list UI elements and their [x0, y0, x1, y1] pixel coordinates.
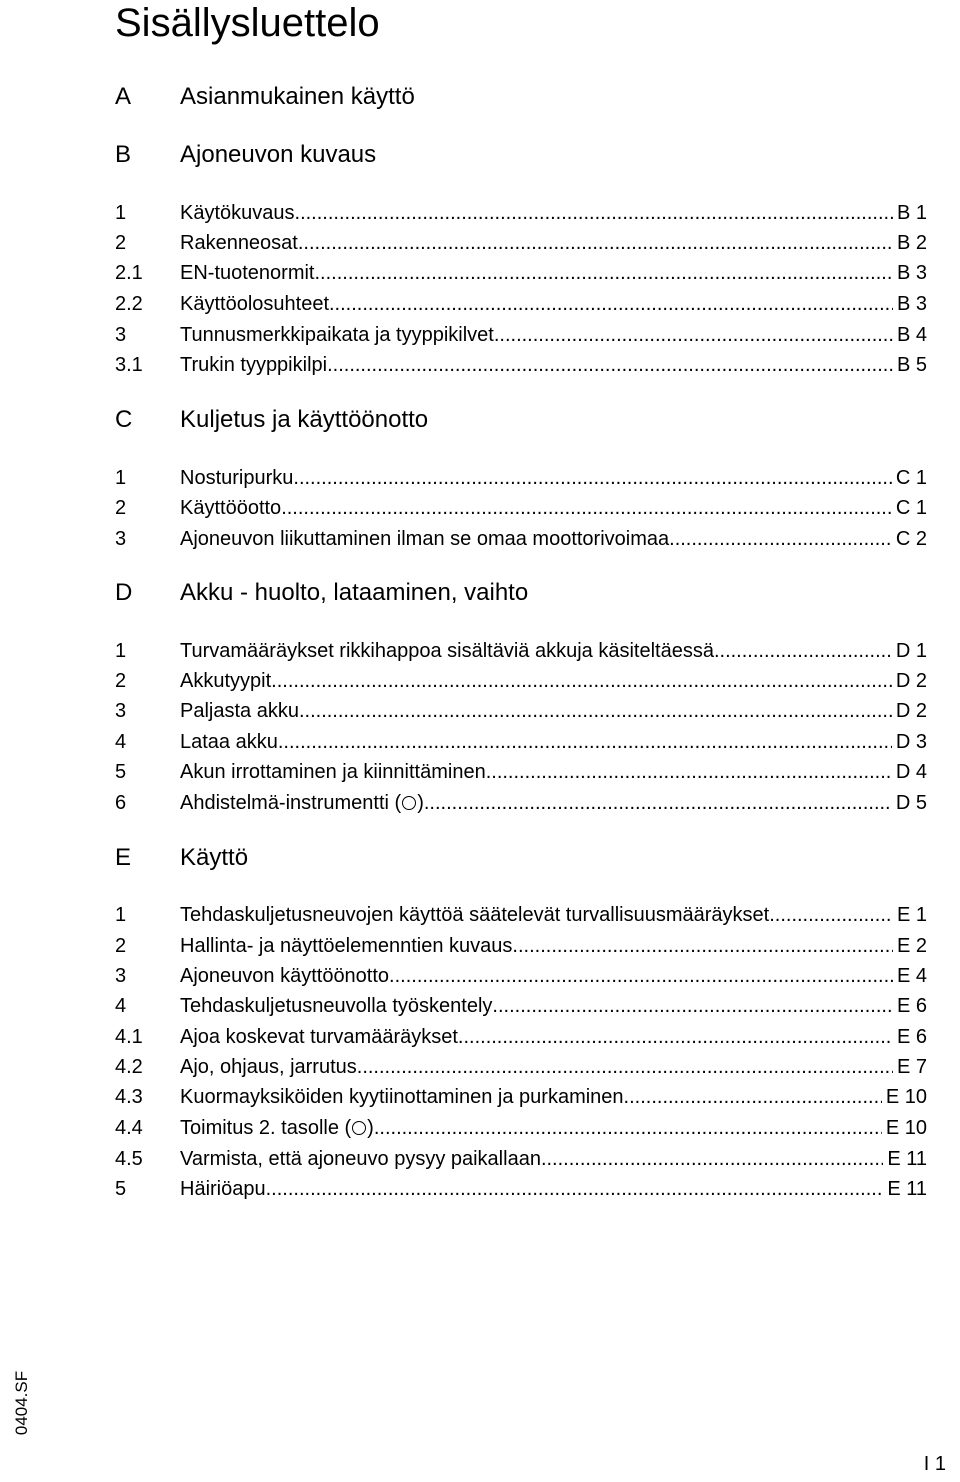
entry-number: 1 [115, 640, 127, 662]
entry-label: Tunnusmerkkipaikata ja tyyppikilvet [180, 324, 494, 346]
entry-page: E 11 [887, 1178, 927, 1200]
entry-page: B 3 [896, 262, 927, 284]
entry-page: E 1 [896, 904, 927, 926]
entry-label: Käyttööotto [180, 497, 282, 519]
section-heading: Kuljetus ja käyttöönotto [180, 406, 429, 433]
section-heading: Asianmukainen käyttö [180, 83, 415, 110]
entry-label: Nosturipurku [180, 467, 294, 489]
entry-page: E 11 [887, 1148, 927, 1170]
entry-page: E 2 [896, 935, 927, 957]
entry-page: E 6 [896, 1026, 927, 1048]
leader-dots [281, 494, 892, 522]
entry-page: D 2 [895, 670, 927, 692]
entry-number: 2.1 [115, 262, 143, 284]
section-c-header [0, 405, 960, 435]
entry-label: Rakenneosat [180, 232, 298, 254]
entry-label: Tehdaskuljetusneuvojen käyttöä säätelevät turvallisuusmääräykset [180, 904, 770, 926]
entry-number: 5 [115, 1178, 127, 1200]
leader-dots [714, 637, 892, 665]
entry-label-part: ) [367, 1117, 374, 1139]
entry-page: B 1 [896, 202, 927, 224]
entry-label: Ajoneuvon käyttöönotto [180, 965, 390, 987]
leader-dots [278, 728, 892, 756]
entry-page: E 7 [896, 1056, 927, 1078]
leader-dots [266, 1175, 884, 1203]
entry-label-part: Ahdistelmä-instrumentti ( [180, 792, 402, 814]
entry-label: Paljasta akku [180, 700, 299, 722]
leader-dots [624, 1083, 882, 1111]
toc-entry[interactable] [0, 758, 960, 786]
section-heading: Ajoneuvon kuvaus [180, 141, 377, 168]
entry-page: B 3 [896, 293, 927, 315]
entry-number: 1 [115, 202, 127, 224]
entry-page: D 3 [895, 731, 927, 753]
entry-number: 2.2 [115, 293, 143, 315]
entry-label: Varmista, että ajoneuvo pysyy paikallaan [180, 1148, 541, 1170]
leader-dots [669, 525, 892, 553]
entry-page: E 10 [885, 1117, 927, 1139]
toc-entry[interactable] [0, 901, 960, 929]
entry-label-part: ) [417, 792, 424, 814]
entry-label [180, 789, 424, 817]
entry-number: 3 [115, 528, 127, 550]
entry-page: B 5 [896, 354, 927, 376]
leader-dots [424, 789, 892, 817]
entry-label: Lataa akku [180, 731, 278, 753]
entry-number: 3 [115, 965, 127, 987]
optional-equipment-icon [352, 1121, 366, 1135]
leader-dots [374, 1114, 882, 1142]
leader-dots [299, 697, 892, 725]
section-e-header [0, 843, 960, 873]
entry-label: Ajoa koskevat turvamääräykset [180, 1026, 458, 1048]
toc-entry[interactable] [0, 259, 960, 287]
entry-number: 4.5 [115, 1148, 143, 1170]
leader-dots [295, 199, 893, 227]
entry-number: 4.2 [115, 1056, 143, 1078]
leader-dots [271, 667, 892, 695]
leader-dots [315, 259, 893, 287]
section-b-header [0, 140, 960, 170]
leader-dots [492, 992, 893, 1020]
entry-label: Trukin tyyppikilpi [180, 354, 328, 376]
entry-label-part: Toimitus 2. tasolle ( [180, 1117, 352, 1139]
toc-entry[interactable] [0, 1053, 960, 1081]
entry-number: 2 [115, 232, 127, 254]
entry-page: E 6 [896, 995, 927, 1017]
entry-page: B 4 [896, 324, 927, 346]
toc-entry[interactable] [0, 789, 960, 817]
toc-entry[interactable] [0, 697, 960, 725]
page-number: I 1 [923, 1453, 946, 1475]
leader-dots [541, 1145, 883, 1173]
section-letter: C [115, 406, 133, 433]
leader-dots [769, 901, 893, 929]
section-letter: A [115, 83, 132, 110]
entry-label: EN-tuotenormit [180, 262, 315, 284]
entry-number: 4 [115, 995, 127, 1017]
leader-dots [327, 351, 893, 379]
entry-label: Häiriöapu [180, 1178, 266, 1200]
toc-entry[interactable] [0, 637, 960, 665]
entry-page: E 4 [896, 965, 927, 987]
toc-entry[interactable] [0, 728, 960, 756]
entry-number: 2 [115, 670, 127, 692]
toc-entry[interactable] [0, 494, 960, 522]
toc-entry[interactable] [0, 464, 960, 492]
entry-label: Ajoneuvon liikuttaminen ilman se omaa moottorivoimaa [180, 528, 670, 550]
entry-label: Kuormayksiköiden kyytiinottaminen ja purkaminen [180, 1086, 624, 1108]
leader-dots [329, 290, 893, 318]
entry-label: Turvamääräykset rikkihappoa sisältäviä akkuja käsiteltäessä [180, 640, 714, 662]
toc-entry[interactable] [0, 321, 960, 349]
entry-page: D 5 [895, 792, 927, 814]
leader-dots [512, 932, 893, 960]
entry-number: 1 [115, 467, 127, 489]
leader-dots [293, 464, 891, 492]
entry-page: C 1 [895, 497, 927, 519]
entry-label: Käytökuvaus [180, 202, 295, 224]
entry-page: D 2 [895, 700, 927, 722]
leader-dots [486, 758, 892, 786]
entry-label [180, 1114, 374, 1142]
entry-label: Akun irrottaminen ja kiinnittäminen [180, 761, 486, 783]
entry-label: Ajo, ohjaus, jarrutus [180, 1056, 357, 1078]
section-d-header [0, 578, 960, 608]
toc-entry[interactable] [0, 199, 960, 227]
leader-dots [357, 1053, 893, 1081]
leader-dots [494, 321, 893, 349]
page-title: Sisällysluettelo [115, 1, 380, 45]
entry-number: 4.4 [115, 1117, 143, 1139]
entry-number: 1 [115, 904, 127, 926]
toc-entry[interactable] [0, 1114, 960, 1142]
entry-page: C 1 [895, 467, 927, 489]
section-a-header [0, 82, 960, 112]
entry-label: Akkutyypit [180, 670, 272, 692]
section-heading: Akku - huolto, lataaminen, vaihto [180, 579, 529, 606]
toc-entry[interactable] [0, 1083, 960, 1111]
document-code: 0404.SF [12, 1370, 31, 1436]
entry-page: E 10 [885, 1086, 927, 1108]
toc-entry[interactable] [0, 229, 960, 257]
entry-number: 3 [115, 324, 127, 346]
toc-entry[interactable] [0, 962, 960, 990]
toc-entry[interactable] [0, 932, 960, 960]
toc-entry[interactable] [0, 667, 960, 695]
entry-number: 6 [115, 792, 127, 814]
entry-number: 2 [115, 497, 127, 519]
toc-entry[interactable] [0, 1175, 960, 1203]
entry-number: 4 [115, 731, 127, 753]
leader-dots [389, 962, 893, 990]
entry-page: C 2 [895, 528, 927, 550]
entry-number: 3 [115, 700, 127, 722]
toc-entry[interactable] [0, 1023, 960, 1051]
optional-equipment-icon [402, 796, 416, 810]
entry-page: D 4 [895, 761, 927, 783]
toc-entry[interactable] [0, 1145, 960, 1173]
entry-number: 3.1 [115, 354, 143, 376]
entry-label: Tehdaskuljetusneuvolla työskentely [180, 995, 493, 1017]
leader-dots [298, 229, 893, 257]
entry-number: 5 [115, 761, 127, 783]
toc-entry[interactable] [0, 351, 960, 379]
entry-number: 4.1 [115, 1026, 143, 1048]
toc-entry[interactable] [0, 525, 960, 553]
entry-label: Käyttöolosuhteet [180, 293, 329, 315]
section-letter: E [115, 844, 132, 871]
section-letter: D [115, 579, 133, 606]
section-heading: Käyttö [180, 844, 249, 871]
entry-number: 4.3 [115, 1086, 143, 1108]
entry-number: 2 [115, 935, 127, 957]
toc-entry[interactable] [0, 290, 960, 318]
entry-page: B 2 [896, 232, 927, 254]
toc-entry[interactable] [0, 992, 960, 1020]
entry-label: Hallinta- ja näyttöelemenntien kuvaus [180, 935, 513, 957]
entry-page: D 1 [895, 640, 927, 662]
section-letter: B [115, 141, 132, 168]
leader-dots [458, 1023, 893, 1051]
